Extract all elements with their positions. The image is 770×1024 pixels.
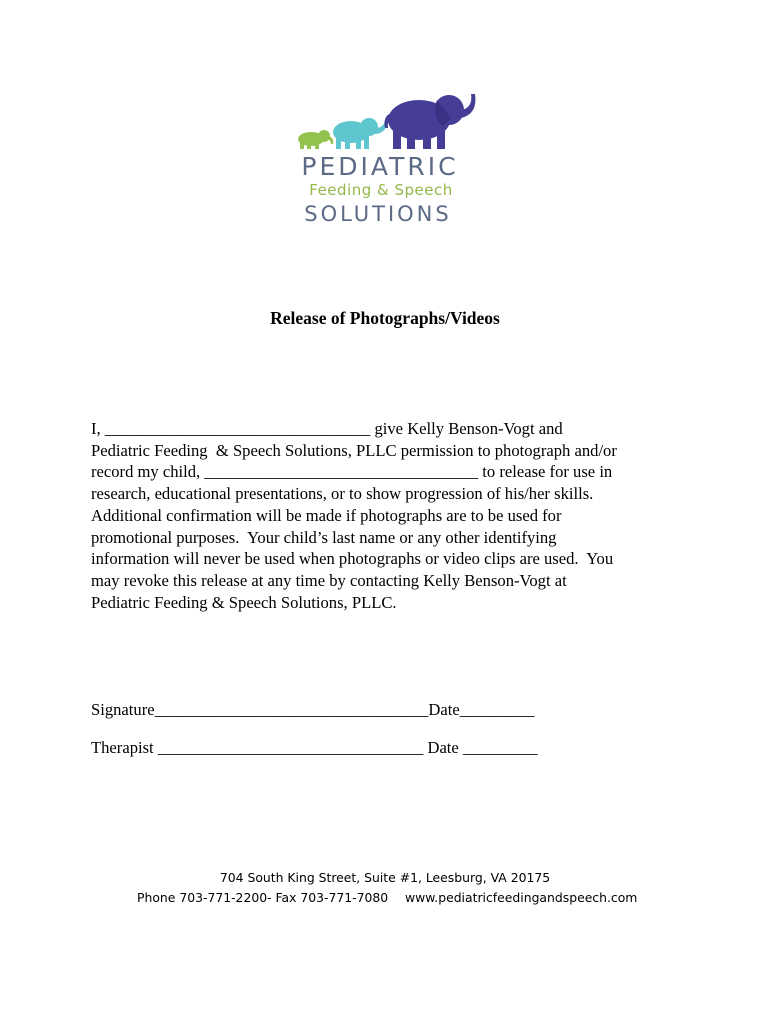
paragraph-line: Pediatric Feeding & Speech Solutions, PLLC.: [91, 592, 397, 612]
company-logo: [285, 88, 485, 228]
paragraph-line: Pediatric Feeding & Speech Solutions, PLLC permission to photograph and/or: [91, 440, 617, 460]
paragraph-line: information will never be used when photographs or video clips are used. You: [91, 549, 614, 569]
document-title: Release of Photographs/Videos: [270, 308, 500, 328]
footer-address: 704 South King Street, Suite #1, Leesburg, VA 20175: [219, 870, 551, 885]
paragraph-line: Additional confirmation will be made if photographs are to be used for: [91, 505, 562, 525]
paragraph-line: I, ________________________________ give Kelly Benson-Vogt and: [91, 419, 563, 438]
paragraph-line: record my child, _________________________________ to release for use in: [91, 462, 613, 482]
logo-text-solutions: SOLUTIONS: [304, 202, 452, 226]
elephant-family-icon: [285, 88, 485, 158]
release-paragraph: [91, 418, 691, 613]
logo-text-pediatric: PEDIATRIC: [301, 152, 459, 181]
logo-text-feeding-speech: Feeding & Speech: [309, 181, 453, 199]
paragraph-line: research, educational presentations, or to show progression of his/her skills.: [91, 484, 594, 504]
paragraph-line: promotional purposes. Your child’s last name or any other identifying: [91, 527, 557, 547]
signature-date-line: Signature_________________________________Date_________: [91, 700, 535, 719]
footer-website-link[interactable]: www.pediatricfeedingandspeech.com: [405, 890, 638, 905]
footer-phone-fax: Phone 703-771-2200- Fax 703-771-7080: [137, 890, 389, 905]
therapist-date-line: Therapist ________________________________ Date _________: [91, 738, 538, 757]
paragraph-line: may revoke this release at any time by contacting Kelly Benson-Vogt at: [91, 570, 567, 590]
